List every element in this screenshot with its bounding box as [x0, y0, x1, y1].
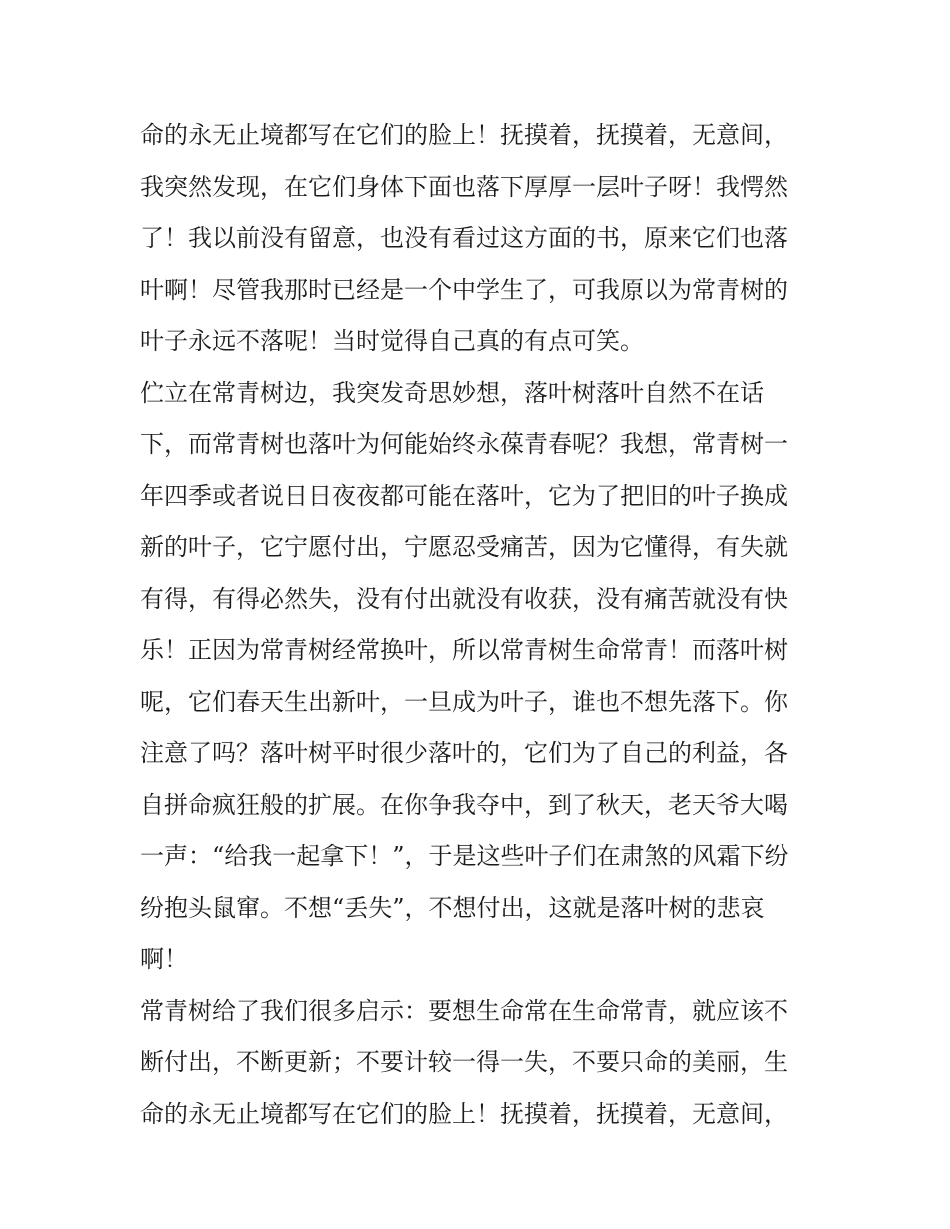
text-line: 自拼命疯狂般的扩展。在你争我夺中，到了秋天，老天爷大喝 [140, 790, 788, 819]
text-line: 常青树给了我们很多启示：要想生命常在生命常青，就应该不 [140, 996, 788, 1025]
text-line: 伫立在常青树边，我突发奇思妙想，落叶树落叶自然不在话 [140, 378, 764, 407]
text-line: 一声：“给我一起拿下！”，于是这些叶子们在肃煞的风霜下纷 [140, 842, 789, 870]
text-line: 断付出，不断更新；不要计较一得一失，不要只命的美丽，生 [140, 1048, 788, 1076]
text-line: 纷抱头鼠窜。不想“丢失”，不想付出，这就是落叶树的悲哀 [140, 893, 765, 922]
text-line: 年四季或者说日日夜夜都可能在落叶，它为了把旧的叶子换成 [140, 481, 788, 510]
text-line: 呢，它们春天生出新叶，一旦成为叶子，谁也不想先落下。你 [140, 687, 788, 716]
text-line: 乐！正因为常青树经常换叶，所以常青树生命常青！而落叶树 [140, 636, 788, 664]
text-line: 命的永无止境都写在它们的脸上！抚摸着，抚摸着，无意间， [140, 1099, 788, 1128]
text-line: 有得，有得必然失，没有付出就没有收获，没有痛苦就没有快 [140, 584, 788, 613]
text-line: 下，而常青树也落叶为何能始终永葆青春呢？我想，常青树一 [140, 430, 788, 458]
text-line: 啊！ [140, 945, 188, 973]
text-line: 新的叶子，它宁愿付出，宁愿忍受痛苦，因为它懂得，有失就 [140, 533, 788, 561]
text-line: 了！我以前没有留意，也没有看过这方面的书，原来它们也落 [140, 224, 788, 252]
text-line: 叶啊！尽管我那时已经是一个中学生了，可我原以为常青树的 [140, 275, 788, 304]
text-line: 注意了吗？落叶树平时很少落叶的，它们为了自己的利益，各 [140, 739, 788, 767]
text-line: 我突然发现，在它们身体下面也落下厚厚一层叶子呀！我愕然 [140, 172, 788, 201]
text-line: 叶子永远不落呢！当时觉得自己真的有点可笑。 [140, 327, 644, 355]
text-line: 命的永无止境都写在它们的脸上！抚摸着，抚摸着，无意间， [140, 121, 788, 149]
body-text [140, 110, 820, 1140]
